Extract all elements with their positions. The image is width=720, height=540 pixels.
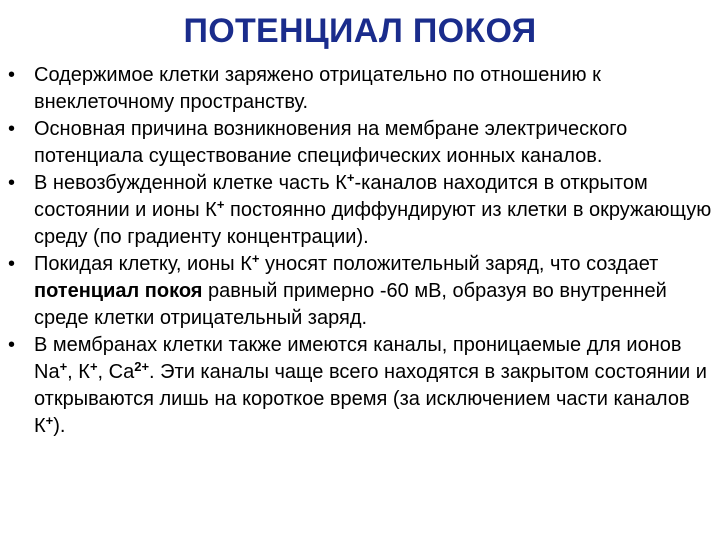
- bullet-text: В мембранах клетки также имеются каналы, проницаемые для ионов Na: [34, 334, 682, 383]
- ion-charge-superscript: +: [45, 413, 54, 428]
- ion-charge-superscript: +: [216, 197, 225, 212]
- bullet-text: уносят положительный заряд, что создает: [259, 253, 659, 275]
- bullet-text: -каналов находится в открытом состоянии и ионы К: [34, 172, 648, 221]
- bullet-list: [0, 62, 720, 440]
- bullet-text: ).: [53, 415, 66, 437]
- bullet-text: Основная причина возникновения на мембране электрического потенциала существование специфических ионных каналов.: [34, 118, 628, 167]
- ion-charge-superscript: +: [346, 170, 355, 185]
- bullet-icon: •: [8, 172, 16, 194]
- bullet-icon: •: [8, 64, 16, 86]
- ion-charge-superscript: +: [59, 359, 68, 374]
- bullet-text: Содержимое клетки заряжено отрицательно по отношению к внеклеточному пространству.: [34, 64, 601, 113]
- bullet-text: равный примерно -60 мВ, образуя во внутренней среде клетки отрицательный заряд.: [34, 280, 667, 329]
- bullet-text: , Ca: [97, 361, 135, 383]
- ion-charge-superscript: +: [89, 359, 98, 374]
- bullet-item-other-channels: [0, 332, 720, 440]
- bullet-icon: •: [8, 118, 16, 140]
- bullet-icon: •: [8, 253, 16, 275]
- bullet-icon: •: [8, 334, 16, 356]
- bullet-text: Покидая клетку, ионы К: [34, 253, 252, 275]
- ion-charge-superscript: 2+: [134, 359, 150, 374]
- bullet-item-resting-potential: [0, 251, 720, 332]
- bullet-item-cell-charge: [0, 62, 720, 116]
- bold-term-resting-potential: потенциал покоя: [34, 280, 203, 302]
- ion-charge-superscript: +: [251, 251, 260, 266]
- bullet-text: постоянно диффундируют из клетки в окружающую среду (по градиенту концентрации).: [34, 199, 712, 248]
- bullet-text: , К: [67, 361, 90, 383]
- bullet-item-main-cause: [0, 116, 720, 170]
- bullet-item-potassium-channels: [0, 170, 720, 251]
- bullet-text: . Эти каналы чаще всего находятся в закрытом состоянии и открываются лишь на короткое время (за исключением части каналов К: [34, 361, 707, 437]
- bullet-text: В невозбужденной клетке часть К: [34, 172, 347, 194]
- slide-title: ПОТЕНЦИАЛ ПОКОЯ: [183, 12, 537, 50]
